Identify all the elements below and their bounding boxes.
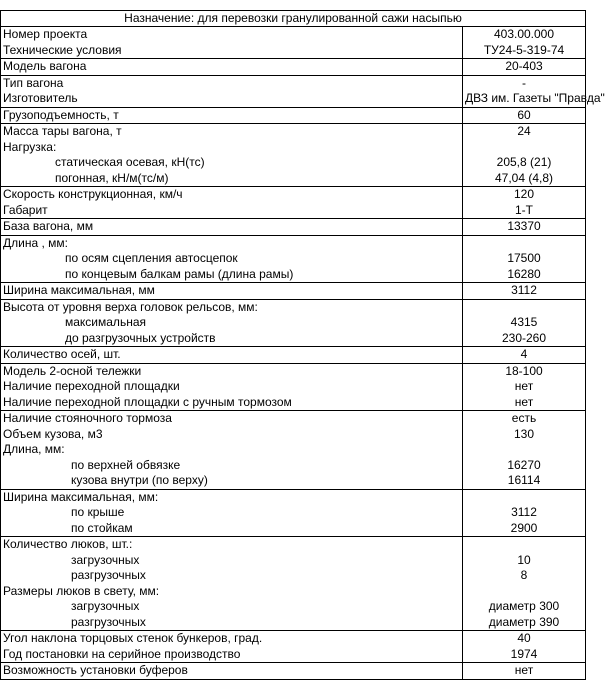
- table-row: [1, 299, 586, 347]
- table-row: [1, 59, 586, 76]
- param-cell: [1, 489, 463, 537]
- value-cell: [463, 187, 586, 219]
- param-label: Тип вагона: [3, 75, 64, 90]
- param-value: 16280: [507, 266, 541, 281]
- table-row: [1, 219, 586, 236]
- param-value: 4: [520, 347, 528, 361]
- param-label: по концевым балкам рамы (длина рамы): [65, 266, 294, 281]
- param-value: 16270: [507, 457, 541, 472]
- param-value: [465, 442, 583, 458]
- value-cell: [463, 363, 586, 411]
- param-value: нет: [514, 663, 534, 677]
- param-label: Номер проекта: [3, 27, 88, 41]
- param-cell: [1, 347, 463, 364]
- param-value: 8: [520, 568, 528, 582]
- param-label: Наличие стояночного тормоза: [3, 411, 172, 425]
- param-label: кузова внутри (по верху): [71, 473, 208, 487]
- value-cell: [463, 537, 586, 631]
- value-cell: [463, 347, 586, 364]
- table-row: [1, 411, 586, 490]
- param-cell: [1, 27, 463, 59]
- param-label: База вагона, мм: [3, 219, 94, 233]
- title-row: [1, 11, 586, 27]
- param-label: Количество осей, шт.: [3, 347, 121, 361]
- param-label: по крыше: [71, 505, 125, 519]
- param-cell: [1, 663, 463, 680]
- param-value: 10: [517, 552, 531, 567]
- param-value: 3112: [511, 505, 537, 519]
- table-row: [1, 663, 586, 680]
- param-value: 205,8 (21): [496, 155, 552, 169]
- param-label: Габарит: [3, 202, 48, 217]
- param-label: Наличие переходной площадки: [3, 379, 180, 393]
- param-value: 120: [513, 187, 535, 201]
- param-cell: [1, 283, 463, 300]
- param-cell: [1, 219, 463, 236]
- param-label: разгрузочных: [71, 614, 146, 629]
- param-cell: [1, 411, 463, 490]
- table-row: [1, 187, 586, 219]
- param-value: 40: [517, 631, 531, 645]
- param-label: Технические условия: [3, 42, 122, 57]
- param-value: 3112: [511, 283, 537, 297]
- param-value: [465, 490, 583, 506]
- param-value: -: [522, 75, 526, 90]
- param-value: 60: [517, 107, 531, 122]
- value-cell: [463, 124, 586, 187]
- value-cell: [463, 59, 586, 76]
- table-row: [1, 631, 586, 663]
- param-label: Изготовитель: [3, 91, 78, 105]
- param-value: диаметр 300: [488, 599, 560, 613]
- param-label: Нагрузка:: [3, 139, 57, 154]
- param-value: 18-100: [505, 363, 543, 378]
- table-row: [1, 124, 586, 187]
- param-label: статическая осевая, кН(тс): [55, 155, 205, 169]
- param-value: нет: [514, 379, 534, 393]
- param-value: [465, 300, 583, 316]
- param-value: 16114: [507, 473, 541, 487]
- param-label: Количество люков, шт.:: [3, 537, 133, 551]
- table-row: [1, 363, 586, 411]
- param-label: Масса тары вагона, т: [3, 124, 122, 138]
- table-row: [1, 489, 586, 537]
- param-value: 17500: [507, 251, 541, 265]
- param-value: ДВЗ им. Газеты "Правда": [465, 91, 605, 105]
- table-row: [1, 27, 586, 59]
- param-cell: [1, 75, 463, 107]
- param-value: нет: [514, 394, 534, 409]
- param-label: Высота от уровня верха головок рельсов, мм:: [3, 299, 258, 314]
- param-value: 13370: [507, 219, 541, 233]
- value-cell: [463, 299, 586, 347]
- param-value: 4315: [510, 315, 538, 329]
- param-value: [465, 584, 583, 600]
- param-value: [465, 537, 583, 553]
- param-label: Модель 2-осной тележки: [3, 363, 142, 378]
- table-title: Назначение: для перевозки гранулированной сажи насыпью: [1, 11, 586, 27]
- value-cell: [463, 411, 586, 490]
- table-row: [1, 347, 586, 364]
- param-label: до разгрузочных устройств: [65, 330, 216, 345]
- param-label: Наличие переходной площадки с ручным тормозом: [3, 394, 292, 409]
- param-label: Скорость конструкционная, км/ч: [3, 187, 183, 201]
- param-value: 1-Т: [515, 202, 533, 217]
- param-value: 47,04 (4,8): [494, 170, 554, 185]
- value-cell: [463, 235, 586, 283]
- param-value: 2900: [510, 520, 538, 535]
- param-value: диаметр 390: [488, 614, 560, 629]
- table-row: [1, 75, 586, 107]
- param-label: Год постановки на серийное производство: [3, 646, 241, 661]
- param-value: есть: [511, 411, 537, 425]
- param-value: 20-403: [505, 59, 543, 73]
- param-label: Размеры люков в свету, мм:: [3, 583, 160, 598]
- param-label: Модель вагона: [3, 59, 87, 73]
- param-label: по стойкам: [71, 520, 133, 535]
- param-cell: [1, 299, 463, 347]
- param-label: Ширина максимальная, мм: [3, 283, 155, 297]
- param-cell: [1, 187, 463, 219]
- param-label: по осям сцепления автосцепок: [65, 251, 238, 265]
- param-label: разгрузочных: [71, 568, 146, 582]
- param-value: [465, 140, 583, 156]
- table-row: [1, 537, 586, 631]
- param-label: Длина , мм:: [3, 235, 68, 250]
- param-value: 403.00.000: [493, 27, 555, 41]
- value-cell: [463, 107, 586, 124]
- param-value: ТУ24-5-319-74: [483, 42, 565, 57]
- param-value: 230-260: [501, 330, 547, 345]
- param-cell: [1, 235, 463, 283]
- table-row: [1, 107, 586, 124]
- wagon-spec-table: [0, 10, 605, 680]
- param-label: загрузочных: [71, 552, 140, 567]
- value-cell: [463, 663, 586, 680]
- param-cell: [1, 363, 463, 411]
- param-cell: [1, 631, 463, 663]
- param-cell: [1, 537, 463, 631]
- param-cell: [1, 59, 463, 76]
- table-row: [1, 283, 586, 300]
- value-cell: [463, 219, 586, 236]
- param-value: [465, 236, 583, 252]
- value-cell: [463, 489, 586, 537]
- param-label: Возможность установки буферов: [3, 663, 188, 677]
- value-cell: [463, 75, 605, 107]
- param-cell: [1, 124, 463, 187]
- value-cell: [463, 27, 586, 59]
- param-label: Объем кузова, м3: [3, 426, 103, 441]
- param-value: 24: [517, 124, 531, 138]
- param-label: Ширина максимальная, мм:: [3, 489, 159, 504]
- param-value: 1974: [510, 646, 538, 661]
- param-label: погонная, кН/м(тс/м): [55, 170, 169, 185]
- param-label: Грузоподъемность, т: [3, 107, 119, 122]
- param-value: 130: [513, 426, 535, 441]
- param-label: по верхней обвязке: [71, 457, 181, 472]
- param-label: максимальная: [65, 315, 146, 329]
- param-cell: [1, 107, 463, 124]
- param-label: загрузочных: [71, 599, 140, 613]
- param-label: Угол наклона торцовых стенок бункеров, град.: [3, 631, 263, 645]
- table-row: [1, 235, 586, 283]
- param-label: Длина, мм:: [3, 442, 65, 456]
- value-cell: [463, 283, 586, 300]
- value-cell: [463, 631, 586, 663]
